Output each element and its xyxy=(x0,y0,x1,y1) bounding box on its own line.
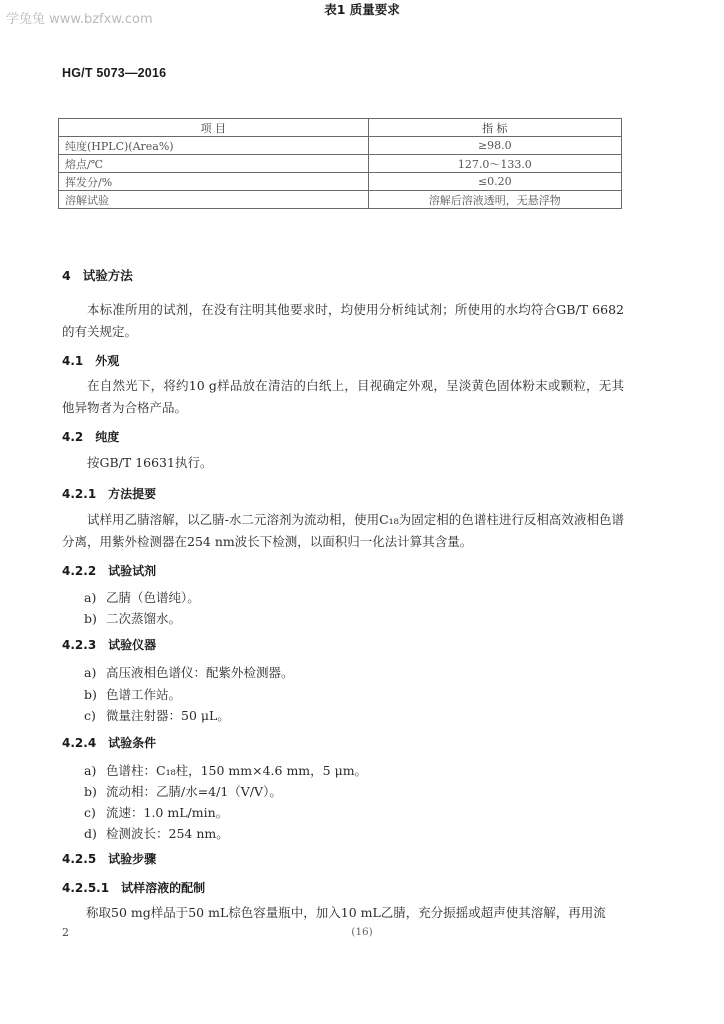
table-cell-value: ≥98.0 xyxy=(368,137,621,155)
list-text: 流速：1.0 mL/min。 xyxy=(106,805,229,820)
list-marker: b) xyxy=(84,611,97,626)
section-number: 4.2.2 xyxy=(62,564,97,578)
table-cell-item: 挥发分/% xyxy=(59,173,369,191)
section-number: 4.2.5.1 xyxy=(62,881,110,895)
section-4-heading xyxy=(62,266,133,284)
sample-prep-paragraph: 称取50 mg样品于50 mL棕色容量瓶中，加入10 mL乙腈，充分振摇或超声使其溶解，再用流 xyxy=(86,905,606,920)
section-number: 4.2.3 xyxy=(62,638,97,652)
table-header-row xyxy=(59,119,622,137)
list-text: 二次蒸馏水。 xyxy=(106,611,182,626)
section-title: 试验步骤 xyxy=(108,852,157,866)
list-item xyxy=(84,761,367,779)
intro-paragraph: 本标准所用的试剂，在没有注明其他要求时，均使用分析纯试剂；所使用的水均符合GB/T 6682的有关规定。 xyxy=(62,302,624,339)
section-number: 4.2.1 xyxy=(62,487,97,501)
list-marker: b) xyxy=(84,784,97,799)
page-center-number: (16) xyxy=(351,926,373,938)
section-number: 4.2.5 xyxy=(62,852,97,866)
list-item xyxy=(84,663,294,681)
section-title: 外观 xyxy=(95,354,120,368)
list-text: 色谱工作站。 xyxy=(106,687,182,702)
list-text: 流动相：乙腈/水=4/1（V/V）。 xyxy=(106,784,282,799)
section-4-2-4-heading xyxy=(62,734,156,751)
list-text: 高压液相色谱仪：配紫外检测器。 xyxy=(106,665,294,680)
table-row xyxy=(59,137,622,155)
list-marker: a) xyxy=(84,590,97,605)
table-row xyxy=(59,155,622,173)
page-number: 2 xyxy=(62,926,69,939)
table-caption: 表1 质量要求 xyxy=(324,2,400,17)
section-title: 试验试剂 xyxy=(108,564,157,578)
section-4-2-heading xyxy=(62,428,119,445)
list-marker: b) xyxy=(84,687,97,702)
quality-requirements-table xyxy=(58,118,622,209)
list-text: 乙腈（色谱纯）。 xyxy=(106,590,200,605)
table-cell-value: 127.0～133.0 xyxy=(368,155,621,173)
section-4-1-heading xyxy=(62,352,119,369)
table-cell-value: ≤0.20 xyxy=(368,173,621,191)
section-title: 试样溶液的配制 xyxy=(121,881,206,895)
table-row xyxy=(59,191,622,209)
table-row xyxy=(59,173,622,191)
table-cell-value: 溶解后溶液透明，无悬浮物 xyxy=(368,191,621,209)
section-4-2-1-heading xyxy=(62,485,156,502)
purity-paragraph: 按GB/T 16631执行。 xyxy=(87,455,213,470)
section-number: 4 xyxy=(62,268,71,283)
section-title: 方法提要 xyxy=(108,487,157,501)
section-4-2-2-heading xyxy=(62,562,156,579)
list-item xyxy=(84,803,228,821)
table-header-value: 指 标 xyxy=(368,119,621,137)
section-number: 4.2.4 xyxy=(62,736,97,750)
list-item xyxy=(84,824,229,842)
section-4-2-5-1-heading xyxy=(62,879,205,896)
section-number: 4.2 xyxy=(62,430,84,444)
list-marker: c) xyxy=(84,805,96,820)
section-title: 试验仪器 xyxy=(108,638,157,652)
appearance-paragraph: 在自然光下，将约10 g样品放在清洁的白纸上，目视确定外观，呈淡黄色固体粉末或颗粒，无其他异物者为合格产品。 xyxy=(62,378,624,415)
list-item xyxy=(84,609,181,627)
section-4-2-5-heading xyxy=(62,850,156,867)
method-summary-paragraph: 试样用乙腈溶解，以乙腈-水二元溶剂为流动相，使用C₁₈为固定相的色谱柱进行反相高效液相色谱分离，用紫外检测器在254 nm波长下检测，以面积归一化法计算其含量。 xyxy=(62,512,624,549)
watermark: 学兔兔 www.bzfxw.com xyxy=(6,12,153,27)
list-item xyxy=(84,685,181,703)
table-cell-item: 溶解试验 xyxy=(59,191,369,209)
section-title: 试验方法 xyxy=(82,268,133,283)
list-item xyxy=(84,782,282,800)
section-title: 纯度 xyxy=(95,430,120,444)
list-item xyxy=(84,588,200,606)
standard-number: HG/T 5073—2016 xyxy=(62,66,167,80)
list-marker: a) xyxy=(84,763,97,778)
list-marker: a) xyxy=(84,665,97,680)
list-item xyxy=(84,706,230,724)
section-number: 4.1 xyxy=(62,354,84,368)
section-title: 试验条件 xyxy=(108,736,157,750)
table-header-item: 项 目 xyxy=(59,119,369,137)
list-text: 色谱柱：C₁₈柱，150 mm×4.6 mm，5 μm。 xyxy=(106,763,368,778)
list-text: 微量注射器：50 μL。 xyxy=(106,708,230,723)
list-marker: d) xyxy=(84,826,97,841)
list-marker: c) xyxy=(84,708,96,723)
section-4-2-3-heading xyxy=(62,636,156,653)
table-cell-item: 纯度(HPLC)(Area%) xyxy=(59,137,369,155)
list-text: 检测波长：254 nm。 xyxy=(106,826,229,841)
table-cell-item: 熔点/℃ xyxy=(59,155,369,173)
